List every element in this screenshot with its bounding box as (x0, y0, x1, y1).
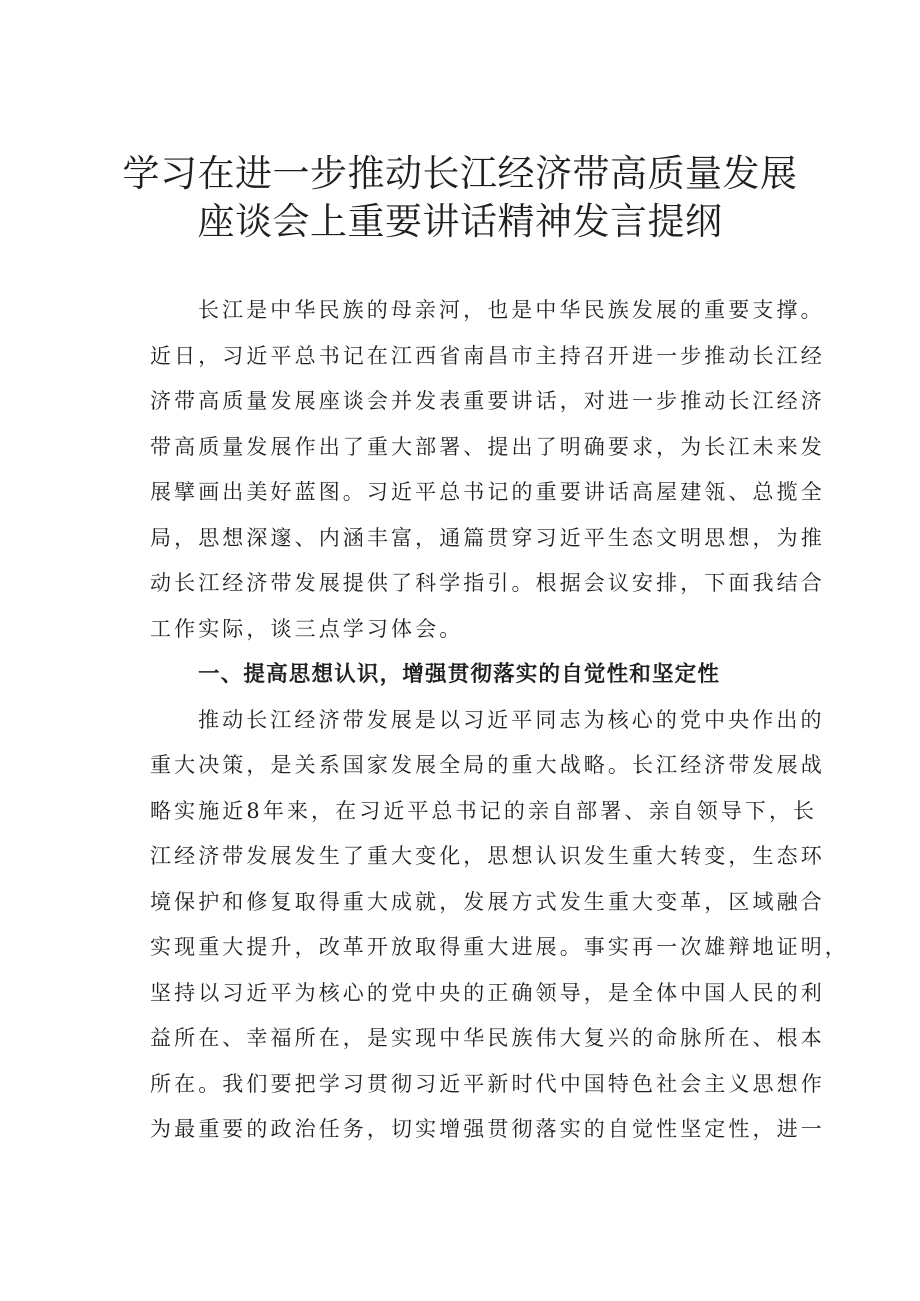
section-heading: 一、提高思想认识，增强贯彻落实的自觉性和坚定性 (198, 662, 721, 687)
paragraph-line: 展擘画出美好蓝图。习近平总书记的重要讲话高屋建瓴、总揽全 (150, 480, 825, 504)
paragraph-line: 实现重大提升，改革开放取得重大进展。事实再一次雄辩地证明， (150, 935, 849, 959)
paragraph-line: 推动长江经济带发展是以习近平同志为核心的党中央作出的 (198, 707, 825, 732)
paragraph-line: 动长江经济带发展提供了科学指引。根据会议安排，下面我结合 (150, 571, 825, 595)
paragraph-line: 所在。我们要把学习贯彻习近平新时代中国特色社会主义思想作 (150, 1071, 825, 1096)
paragraph-line: 江经济带发展发生了重大变化，思想认识发生重大转变，生态环 (150, 844, 825, 868)
paragraph-line: 带高质量发展作出了重大部署、提出了明确要求，为长江未来发 (150, 434, 825, 459)
paragraph-line: 局，思想深邃、内涵丰富，通篇贯穿习近平生态文明思想，为推 (150, 525, 825, 550)
paragraph-line: 坚持以习近平为核心的党中央的正确领导，是全体中国人民的利 (150, 980, 825, 1005)
paragraph-line: 为最重要的政治任务，切实增强贯彻落实的自觉性坚定性，进一 (150, 1117, 825, 1141)
paragraph-line: 略实施近8年来，在习近平总书记的亲自部署、亲自领导下，长 (150, 798, 818, 823)
document-title (120, 150, 800, 246)
document-body (150, 288, 849, 1153)
title-line: 学习在进一步推动长江经济带高质量发展 (122, 152, 798, 195)
paragraph-line: 重大决策，是关系国家发展全局的重大战略。长江经济带发展战 (150, 753, 825, 777)
paragraph-line: 工作实际，谈三点学习体会。 (150, 616, 464, 641)
paragraph-line: 长江是中华民族的母亲河，也是中华民族发展的重要支撑。 (198, 298, 825, 322)
paragraph-line: 境保护和修复取得重大成就，发展方式发生重大变革，区域融合 (150, 889, 825, 914)
paragraph-line: 益所在、幸福所在，是实现中华民族伟大复兴的命脉所在、根本 (150, 1026, 825, 1050)
title-line: 座谈会上重要讲话精神发言提纲 (197, 200, 723, 243)
paragraph-line: 济带高质量发展座谈会并发表重要讲话，对进一步推动长江经济 (150, 389, 825, 413)
paragraph-line: 近日，习近平总书记在江西省南昌市主持召开进一步推动长江经 (150, 343, 825, 368)
